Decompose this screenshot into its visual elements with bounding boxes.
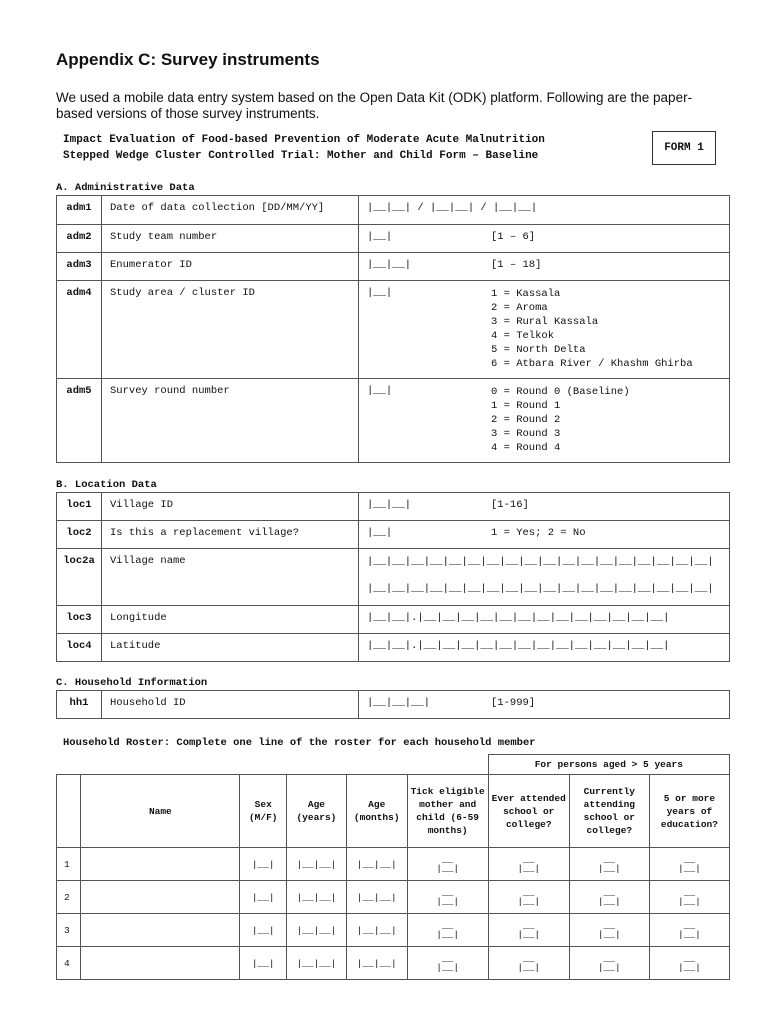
page-title: Appendix C: Survey instruments <box>56 50 320 69</box>
tick-box-bottom: |__| <box>517 928 541 940</box>
table-row <box>57 947 730 980</box>
column-header <box>57 775 81 848</box>
option-item: 1 = Round 1 <box>491 400 561 412</box>
age-months-field[interactable] <box>346 947 407 980</box>
sex-field[interactable] <box>240 947 287 980</box>
group-header: For persons aged > 5 years <box>488 755 729 775</box>
table-row <box>57 848 730 881</box>
tick-field[interactable] <box>569 881 649 914</box>
answer-box[interactable]: |__|__|.|__|__|__|__|__|__|__|__|__|__|__|__|__| <box>367 640 670 652</box>
answer-box[interactable]: |__|__| <box>296 957 337 969</box>
answer-box[interactable]: |__|__|__|__|__|__|__|__|__|__|__|__|__|__|__|__|__|__| <box>367 556 714 568</box>
question-code: loc1 <box>57 493 102 521</box>
option-item: 4 = Round 4 <box>491 442 561 454</box>
question-label: Survey round number <box>102 379 359 463</box>
question-label: Household ID <box>102 691 359 719</box>
tick-box-top: __ <box>603 919 616 931</box>
location-data-table <box>56 492 730 662</box>
column-header: 5 or more years of education? <box>649 775 729 848</box>
question-code: adm3 <box>57 253 102 281</box>
question-code: hh1 <box>57 691 102 719</box>
tick-box-top: __ <box>523 952 535 964</box>
age-months-field[interactable] <box>346 848 407 881</box>
table-row <box>57 606 730 634</box>
tick-field[interactable] <box>407 848 488 881</box>
tick-field[interactable] <box>407 881 488 914</box>
option-item: 3 = Rural Kassala <box>491 316 599 328</box>
question-code: adm4 <box>57 281 102 379</box>
question-label: Longitude <box>102 606 359 634</box>
tick-box-top: __ <box>523 853 535 865</box>
answer-field[interactable] <box>359 691 730 719</box>
answer-box[interactable]: |__| <box>251 924 275 936</box>
tick-box[interactable] <box>436 921 459 939</box>
age-months-field[interactable] <box>346 881 407 914</box>
option-item: 2 = Round 2 <box>491 414 561 426</box>
sex-field[interactable] <box>240 881 287 914</box>
answer-box[interactable]: |__|__| <box>367 259 412 271</box>
table-row <box>57 281 730 379</box>
answer-box[interactable]: |__|__| <box>356 924 397 936</box>
age-years-field[interactable] <box>287 914 347 947</box>
option-item: 1 = Kassala <box>491 288 561 300</box>
tick-field[interactable] <box>488 848 569 881</box>
tick-field[interactable] <box>488 914 569 947</box>
answer-options <box>491 287 693 371</box>
answer-field[interactable] <box>359 379 730 463</box>
answer-range: [1 – 18] <box>491 259 542 271</box>
sex-field[interactable] <box>240 848 287 881</box>
answer-field[interactable] <box>359 549 730 606</box>
age-months-field[interactable] <box>346 914 407 947</box>
sex-field[interactable] <box>240 914 287 947</box>
answer-field[interactable] <box>359 281 730 379</box>
question-code: adm1 <box>57 196 102 225</box>
name-field[interactable] <box>81 914 240 947</box>
table-row <box>57 493 730 521</box>
table-row <box>57 225 730 253</box>
table-row <box>57 549 730 606</box>
tick-field[interactable] <box>569 914 649 947</box>
form-header-line1: Impact Evaluation of Food-based Prevention of Moderate Acute Malnutrition <box>63 134 545 146</box>
question-label: Date of data collection [DD/MM/YY] <box>102 196 359 225</box>
administrative-data-table <box>56 195 730 463</box>
row-number: 1 <box>57 848 81 881</box>
tick-box-bottom: |__| <box>436 928 460 940</box>
option-item: 4 = Telkok <box>491 330 555 342</box>
tick-box-top: __ <box>441 919 454 931</box>
answer-box[interactable]: |__| <box>367 385 393 397</box>
question-code: loc4 <box>57 634 102 662</box>
form-header-line2: Stepped Wedge Cluster Controlled Trial: Mother and Child Form – Baseline <box>63 150 539 162</box>
row-number: 4 <box>57 947 81 980</box>
name-field[interactable] <box>81 947 240 980</box>
question-code: adm5 <box>57 379 102 463</box>
option-item: 6 = Atbara River / Khashm Ghirba <box>491 358 693 370</box>
household-roster-table <box>56 754 730 980</box>
question-label: Latitude <box>102 634 359 662</box>
intro-paragraph: We used a mobile data entry system based on the Open Data Kit (ODK) platform. Following are the paper-based versions of those survey instruments. <box>56 90 693 121</box>
tick-box[interactable] <box>436 888 459 906</box>
tick-box[interactable] <box>517 954 540 972</box>
tick-box-bottom: |__| <box>436 862 460 874</box>
tick-field[interactable] <box>407 914 488 947</box>
answer-box[interactable]: |__|__| <box>296 858 337 870</box>
tick-box-bottom: |__| <box>678 961 701 973</box>
option-item: 0 = Round 0 (Baseline) <box>491 386 630 398</box>
tick-box-top: __ <box>683 952 696 964</box>
answer-box[interactable]: |__|__| / |__|__| / |__|__| <box>367 202 538 214</box>
tick-box-top: __ <box>683 853 696 865</box>
question-label: Study area / cluster ID <box>102 281 359 379</box>
section-c-heading: C. Household Information <box>56 677 208 689</box>
roster-heading: Household Roster: Complete one line of the roster for each household member <box>63 737 536 749</box>
table-row <box>57 775 730 848</box>
tick-box-top: __ <box>683 919 696 931</box>
section-a-heading: A. Administrative Data <box>56 182 195 194</box>
answer-box[interactable]: |__|__|__|__|__|__|__|__|__|__|__|__|__|__|__|__|__|__| <box>367 583 714 595</box>
answer-field[interactable] <box>359 253 730 281</box>
answer-field[interactable] <box>359 196 730 225</box>
answer-box[interactable]: |__|__| <box>367 499 412 511</box>
answer-box[interactable]: |__| <box>251 891 275 903</box>
tick-field[interactable] <box>649 947 729 980</box>
answer-box[interactable]: |__| <box>251 858 275 870</box>
table-row <box>57 253 730 281</box>
answer-box[interactable]: |__| <box>251 957 275 969</box>
tick-box[interactable] <box>517 921 540 939</box>
tick-box-bottom: |__| <box>597 862 621 874</box>
tick-field[interactable] <box>407 947 488 980</box>
age-years-field[interactable] <box>287 848 347 881</box>
tick-field[interactable] <box>649 881 729 914</box>
tick-box-bottom: |__| <box>517 895 541 907</box>
table-row <box>57 914 730 947</box>
answer-box[interactable]: |__| <box>367 231 393 243</box>
table-row <box>57 634 730 662</box>
tick-box-bottom: |__| <box>597 961 621 973</box>
section-b-heading: B. Location Data <box>56 479 157 491</box>
table-row <box>57 881 730 914</box>
tick-box-bottom: |__| <box>436 961 460 973</box>
option-item: 5 = North Delta <box>491 344 586 356</box>
tick-box-top: __ <box>441 952 454 964</box>
answer-field[interactable] <box>359 493 730 521</box>
answer-field[interactable] <box>359 606 730 634</box>
answer-options <box>491 385 630 455</box>
tick-box[interactable] <box>678 954 701 972</box>
answer-box[interactable]: |__|__| <box>356 957 397 969</box>
answer-box[interactable]: |__|__|__| <box>367 697 431 709</box>
option-item: 3 = Round 3 <box>491 428 561 440</box>
table-row <box>57 521 730 549</box>
table-row <box>57 691 730 719</box>
tick-field[interactable] <box>569 848 649 881</box>
household-info-table <box>56 690 730 719</box>
tick-box-bottom: |__| <box>597 928 621 940</box>
form-header <box>63 132 545 164</box>
table-row <box>57 379 730 463</box>
answer-box[interactable]: |__|__| <box>356 858 397 870</box>
tick-box-top: __ <box>523 919 535 931</box>
tick-box[interactable] <box>678 855 701 873</box>
question-label: Is this a replacement village? <box>102 521 359 549</box>
tick-box-bottom: |__| <box>517 862 541 874</box>
answer-range: [1-999] <box>491 697 536 709</box>
tick-box-bottom: |__| <box>678 928 701 940</box>
answer-range: [1-16] <box>491 499 529 511</box>
column-header: Currently attending school or college? <box>569 775 649 848</box>
answer-box[interactable]: |__|__| <box>296 891 337 903</box>
tick-box[interactable] <box>436 855 459 873</box>
row-number: 2 <box>57 881 81 914</box>
question-code: loc2a <box>57 549 102 606</box>
option-item: 2 = Aroma <box>491 302 548 314</box>
tick-box[interactable] <box>517 855 540 873</box>
column-header: Tick eligible mother and child (6-59 months) <box>407 775 488 848</box>
answer-range: 1 = Yes; 2 = No <box>491 527 586 539</box>
tick-box-top: __ <box>603 886 616 898</box>
age-years-field[interactable] <box>287 947 347 980</box>
column-header: Name <box>81 775 240 848</box>
form-label-box: FORM 1 <box>652 131 716 165</box>
question-label: Village name <box>102 549 359 606</box>
tick-box-top: __ <box>523 886 535 898</box>
question-code: loc2 <box>57 521 102 549</box>
tick-box-top: __ <box>441 853 454 865</box>
column-header: Age (months) <box>346 775 407 848</box>
tick-field[interactable] <box>488 947 569 980</box>
name-field[interactable] <box>81 881 240 914</box>
tick-field[interactable] <box>488 881 569 914</box>
tick-box-top: __ <box>683 886 696 898</box>
answer-field[interactable] <box>359 225 730 253</box>
tick-box-bottom: |__| <box>678 895 701 907</box>
tick-box[interactable] <box>678 888 701 906</box>
answer-field[interactable] <box>359 521 730 549</box>
tick-box[interactable] <box>598 888 621 906</box>
tick-field[interactable] <box>649 848 729 881</box>
answer-box[interactable]: |__|__| <box>356 891 397 903</box>
tick-box-bottom: |__| <box>436 895 460 907</box>
column-header: Ever attended school or college? <box>488 775 569 848</box>
question-label: Village ID <box>102 493 359 521</box>
tick-box-top: __ <box>603 853 616 865</box>
answer-range: [1 – 6] <box>491 231 536 243</box>
answer-box[interactable]: |__|__| <box>296 924 337 936</box>
answer-box[interactable]: |__|__|.|__|__|__|__|__|__|__|__|__|__|__|__|__| <box>367 612 670 624</box>
column-header: Sex (M/F) <box>240 775 287 848</box>
tick-box[interactable] <box>598 855 621 873</box>
column-header: Age (years) <box>287 775 347 848</box>
tick-box[interactable] <box>678 921 701 939</box>
answer-field[interactable] <box>359 634 730 662</box>
tick-box[interactable] <box>598 921 621 939</box>
table-row <box>57 755 730 775</box>
tick-box-bottom: |__| <box>597 895 621 907</box>
answer-box[interactable]: |__| <box>367 527 393 539</box>
answer-box[interactable]: |__| <box>367 287 393 299</box>
question-label: Enumerator ID <box>102 253 359 281</box>
tick-box[interactable] <box>517 888 540 906</box>
tick-field[interactable] <box>569 947 649 980</box>
question-code: adm2 <box>57 225 102 253</box>
question-label: Study team number <box>102 225 359 253</box>
tick-field[interactable] <box>649 914 729 947</box>
age-years-field[interactable] <box>287 881 347 914</box>
tick-box-top: __ <box>441 886 454 898</box>
tick-box-bottom: |__| <box>678 862 701 874</box>
table-row <box>57 196 730 225</box>
name-field[interactable] <box>81 848 240 881</box>
tick-box[interactable] <box>436 954 459 972</box>
question-code: loc3 <box>57 606 102 634</box>
tick-box-bottom: |__| <box>517 961 541 973</box>
tick-box[interactable] <box>598 954 621 972</box>
row-number: 3 <box>57 914 81 947</box>
tick-box-top: __ <box>603 952 616 964</box>
